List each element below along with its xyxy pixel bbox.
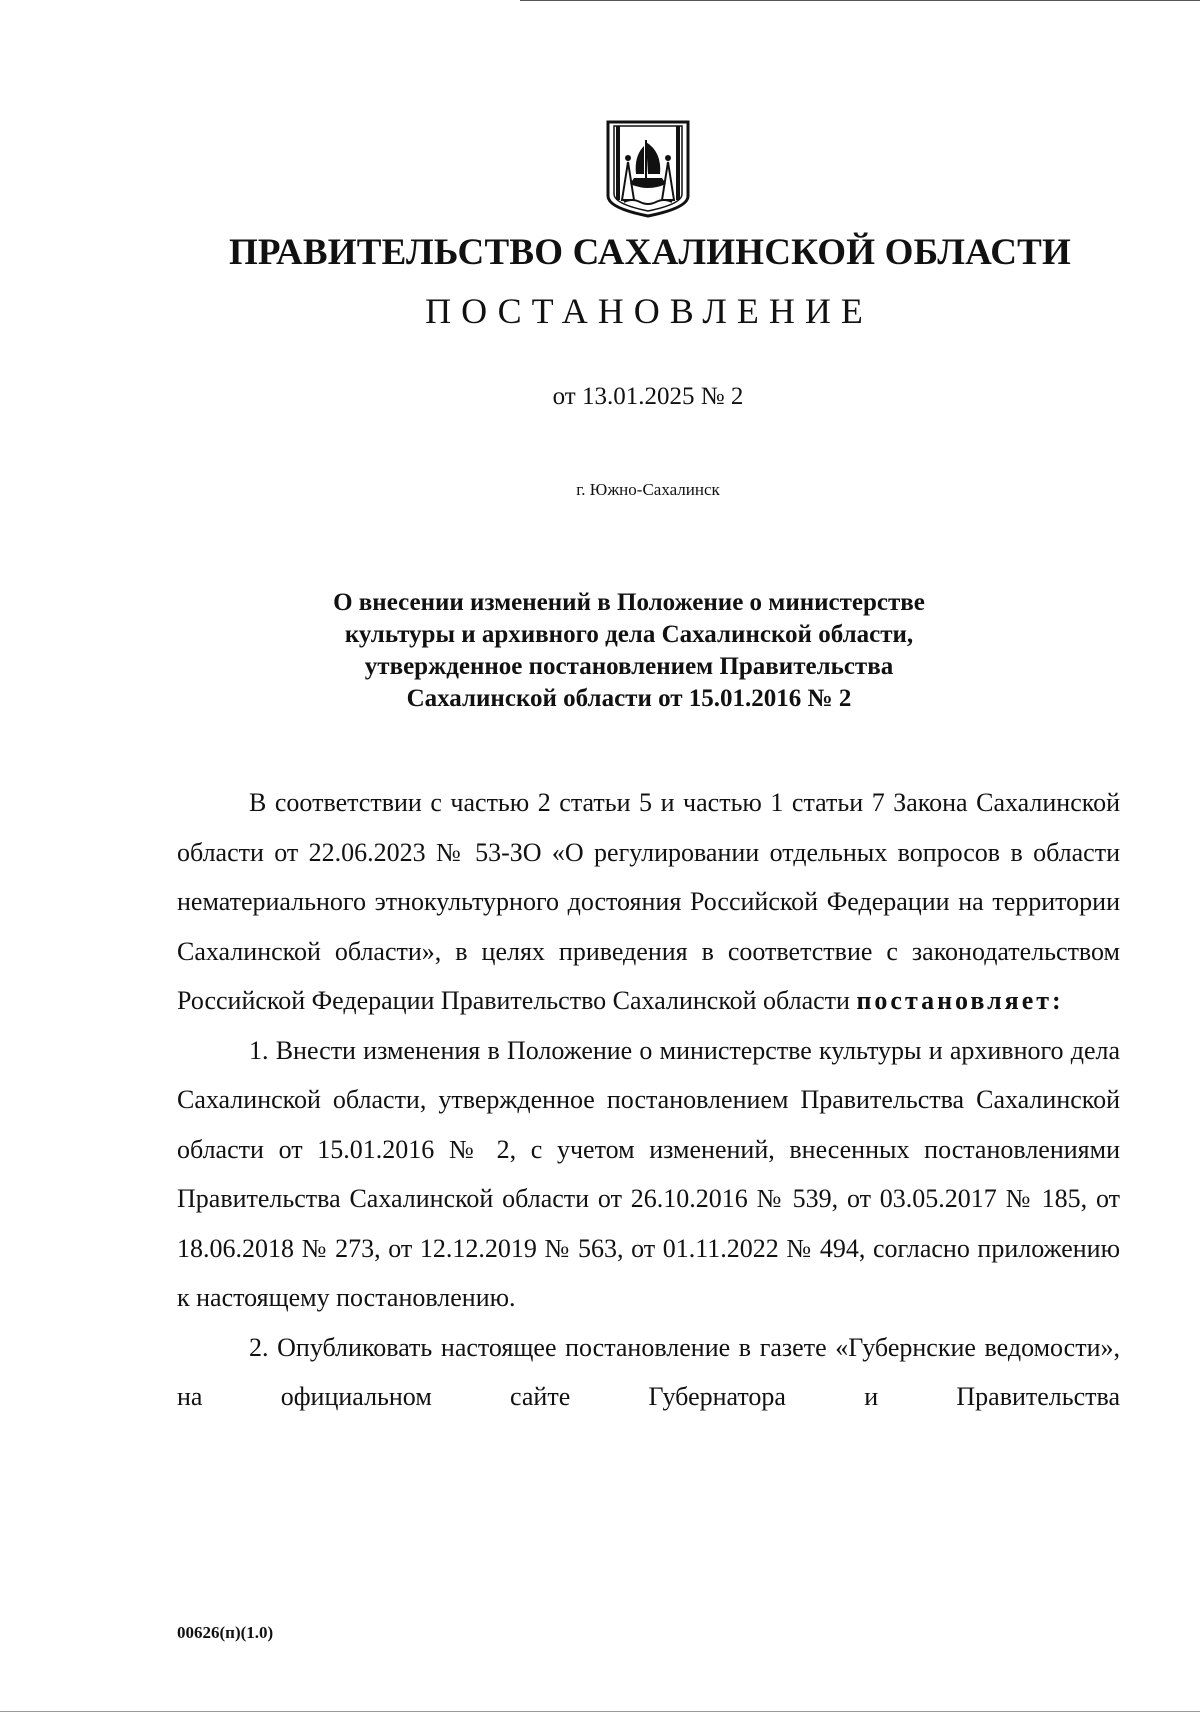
item-2-paragraph: 2. Опубликовать настоящее постановление в газете «Губернские ведомости», на официальном сайте Губернатора и Правительства <box>177 1332 1120 1411</box>
scan-edge-bottom <box>0 1711 1200 1712</box>
document-subject <box>250 587 1008 715</box>
preamble-paragraph <box>177 778 1120 1026</box>
preamble-text: В соответствии с частью 2 статьи 5 и частью 1 статьи 7 Закона Сахалинской области от 22.06.2023 № 53-ЗО «О регулировании отдельных вопросов в области нематериального этнокультурного достояния Российской Федерации на территории Сахалинской области», в целях приведения в соответствие с законодательством Российской Федерации Правительство Сахалинской области <box>177 788 1120 1015</box>
subject-line: О внесении изменений в Положение о министерстве <box>333 589 925 616</box>
subject-line: Сахалинской области от 15.01.2016 № 2 <box>406 685 852 712</box>
government-title: ПРАВИТЕЛЬСТВО САХАЛИНСКОЙ ОБЛАСТИ <box>228 232 1072 273</box>
document-date-number: от 13.01.2025 № 2 <box>552 383 744 410</box>
document-place: г. Южно-Сахалинск <box>576 480 720 499</box>
scan-edge-top <box>520 0 1200 1</box>
subject-line: культуры и архивного дела Сахалинской области, <box>344 621 914 648</box>
document-type-title: ПОСТАНОВЛЕНИЕ <box>425 291 873 331</box>
document-body <box>177 778 1120 1422</box>
sakhalin-coat-of-arms-icon <box>600 118 696 218</box>
decides-word: постановляет: <box>856 986 1064 1015</box>
subject-line: утвержденное постановлением Правительства <box>364 653 894 680</box>
item-1-paragraph: 1. Внести изменения в Положение о министерстве культуры и архивного дела Сахалинской области, утвержденное постановлением Правительства Сахалинской области от 15.01.2016 № 2, с учетом изменений, внесенных постановлениями Правительства Сахалинской области от 26.10.2016 № 539, от 03.05.2017 № 185, от 18.06.2018 № 273, от 12.12.2019 № 563, от 01.11.2022 № 494, согласно приложению к настоящему постановлению. <box>177 1035 1120 1312</box>
form-code: 00626(п)(1.0) <box>177 1623 274 1642</box>
